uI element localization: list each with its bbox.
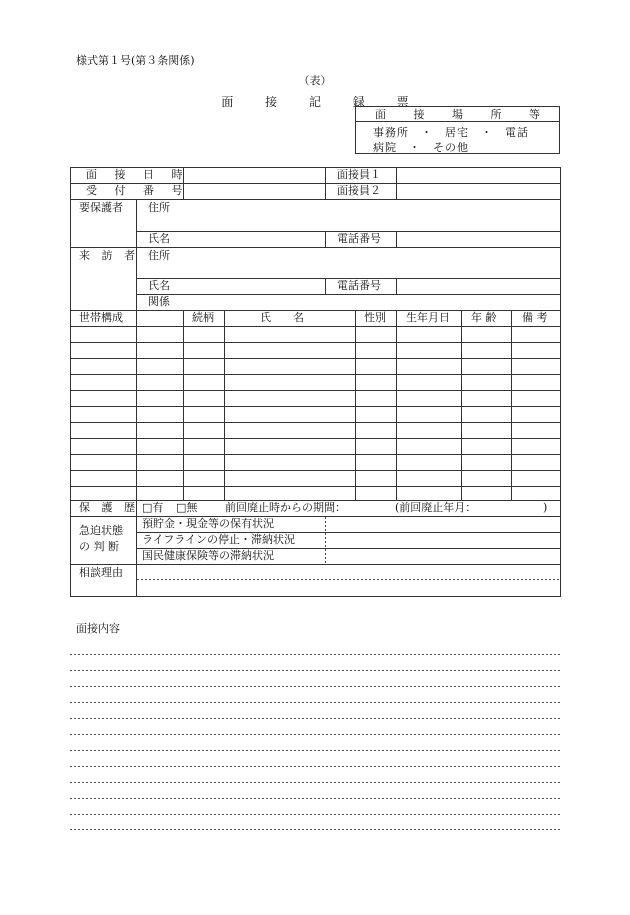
history-no-checkbox[interactable]: □無 xyxy=(176,501,198,514)
protection-history-label: 保 護 歴 xyxy=(79,501,139,514)
last-closure-month-label: (前回廃止年月： xyxy=(395,501,477,514)
savings-status-label: 預貯金・現金等の保有状況 xyxy=(142,517,274,530)
household-label: 世帯構成 xyxy=(79,311,123,324)
protected-person-label: 要保護者 xyxy=(79,201,123,214)
col-sex-header: 性別 xyxy=(364,311,386,324)
insurance-arrears-label: 国民健康保険等の滞納状況 xyxy=(142,549,274,562)
col-remarks-header: 備 考 xyxy=(522,311,548,324)
history-yes-checkbox[interactable]: □有 xyxy=(142,501,164,514)
interview-content-lines xyxy=(70,645,561,845)
urgency-label-line1: 急迫状態 xyxy=(79,524,123,537)
col-age-header: 年 齢 xyxy=(471,311,497,324)
col-relationship-header: 続柄 xyxy=(192,311,214,324)
receipt-number-label: 受 付 番 号 xyxy=(86,184,190,197)
protected-name-label: 氏名 xyxy=(148,232,170,245)
interview-content-label: 面接内容 xyxy=(76,622,120,635)
protected-address-label: 住所 xyxy=(148,201,170,214)
interview-content-area[interactable] xyxy=(70,645,561,845)
form-number: 様式第１号(第３条関係) xyxy=(76,54,195,67)
visitor-address-label: 住所 xyxy=(148,249,170,262)
front-side-label: （表） xyxy=(298,74,332,87)
protected-phone-label: 電話番号 xyxy=(337,232,381,245)
interview-record-table xyxy=(70,167,561,597)
interview-place-options-2[interactable]: 病院 ・ その他 xyxy=(373,141,469,154)
interviewer1-label: 面接員１ xyxy=(337,168,381,181)
visitor-label: 来 訪 者 xyxy=(79,249,139,262)
col-name-header: 氏 名 xyxy=(260,311,304,324)
visitor-relation-label: 関係 xyxy=(148,295,170,308)
consultation-reason-label: 相談理由 xyxy=(79,566,123,579)
visitor-name-label: 氏名 xyxy=(148,279,170,292)
lifeline-status-label: ライフラインの停止・滞納状況 xyxy=(142,533,296,546)
page-title: 面 接 記 録 票 xyxy=(221,95,423,109)
interview-place-options-1[interactable]: 事務所 ・ 居宅 ・ 電話 xyxy=(373,126,529,139)
urgency-label-line2: の 判 断 xyxy=(79,540,119,553)
last-closure-close-paren: ) xyxy=(543,501,548,514)
col-birthdate-header: 生年月日 xyxy=(406,311,450,324)
interview-place-heading: 面 接 場 所 等 xyxy=(356,107,559,122)
interview-datetime-label: 面 接 日 時 xyxy=(86,168,190,181)
visitor-phone-label: 電話番号 xyxy=(337,279,381,292)
period-since-last-label: 前回廃止時からの期間： xyxy=(225,501,346,514)
interview-place-box xyxy=(355,106,560,154)
interviewer2-label: 面接員２ xyxy=(337,184,381,197)
